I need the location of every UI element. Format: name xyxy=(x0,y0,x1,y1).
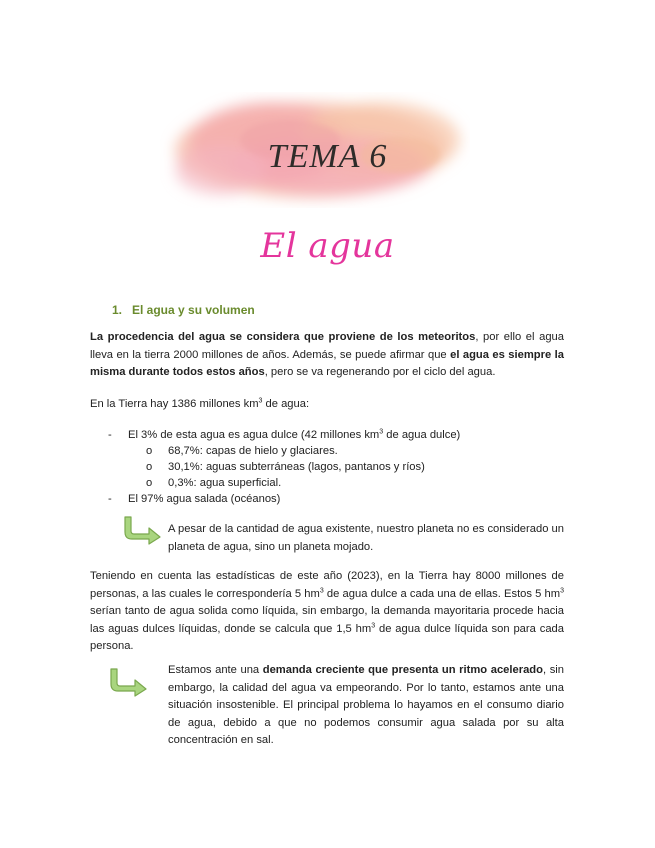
sub-list-item xyxy=(90,475,564,491)
page-subtitle: El agua xyxy=(260,226,395,266)
page-title: TEMA 6 xyxy=(267,138,388,175)
dash-bullet: - xyxy=(108,493,112,505)
arrow-icon xyxy=(108,667,150,697)
volume-sup: 3 xyxy=(258,397,263,405)
intro-text-2: , pero se va regenerando por el ciclo del agua. xyxy=(264,366,496,378)
salt-water-item: El 97% agua salada (océanos) xyxy=(128,493,281,505)
water-list xyxy=(90,427,564,507)
intro-bold-1: La procedencia del agua se considera que proviene de los meteoritos xyxy=(90,331,476,343)
list-item xyxy=(90,491,564,507)
ice-item: 68,7%: capas de hielo y glaciares. xyxy=(168,445,338,457)
circle-bullet: o xyxy=(146,461,153,473)
circle-bullet: o xyxy=(146,477,153,489)
groundwater-item: 30,1%: aguas subterráneas (lagos, pantanos y ríos) xyxy=(168,461,425,473)
volume-pre: En la Tierra hay 1386 millones km xyxy=(90,398,259,410)
note-demand: Estamos ante una demanda creciente que presenta un ritmo acelerado, sin embargo, la calidad del agua va empeorando. Por lo tanto, estamos ante una situación insostenible. El principal problema lo hayamos en el consumo diario de agua, debido a que no podemos consumir agua salada por su alta concentración en sal. xyxy=(168,664,564,746)
sub-list-item xyxy=(90,459,564,475)
surface-item: 0,3%: agua superficial. xyxy=(168,477,282,489)
section-title: El agua y su volumen xyxy=(132,303,255,317)
arrow-icon xyxy=(122,515,164,545)
stats-paragraph: Teniendo en cuenta las estadísticas de este año (2023), en la Tierra hay 8000 millones de personas, a las cuales le correspondería 5 $hm^3$ de agua dulce a cada una de ellas. Estos 5 $hm^3$ serían tanto de agua solida como líquida, sin embargo, la demanda mayoritaria procede hacia las aguas dulces líquidas, donde se calcula que 1,5 $hm^3$ de agua dulce líquida son para cada persona. xyxy=(90,570,564,652)
section-heading xyxy=(112,303,255,317)
dash-bullet: - xyxy=(108,429,112,441)
circle-bullet: o xyxy=(146,445,153,457)
list-item xyxy=(90,427,564,443)
fresh-water-item: El 3% de esta agua es agua dulce (42 millones $km^3$ de agua dulce) xyxy=(128,428,461,441)
note-planet: A pesar de la cantidad de agua existente, nuestro planeta no es considerado un planeta de agua, sino un planeta mojado. xyxy=(168,523,564,553)
volume-post: de agua: xyxy=(262,398,310,410)
intro-text-1: , por ello el agua lleva en la tierra 2000 millones de años. Además, se puede afirmar que xyxy=(90,331,564,361)
intro-paragraph xyxy=(90,329,564,382)
volume-paragraph xyxy=(90,396,564,414)
sub-list-item xyxy=(90,443,564,459)
section-number: 1. xyxy=(112,303,123,317)
intro-bold-2: el agua es siempre la misma durante todos estos años xyxy=(90,348,564,378)
